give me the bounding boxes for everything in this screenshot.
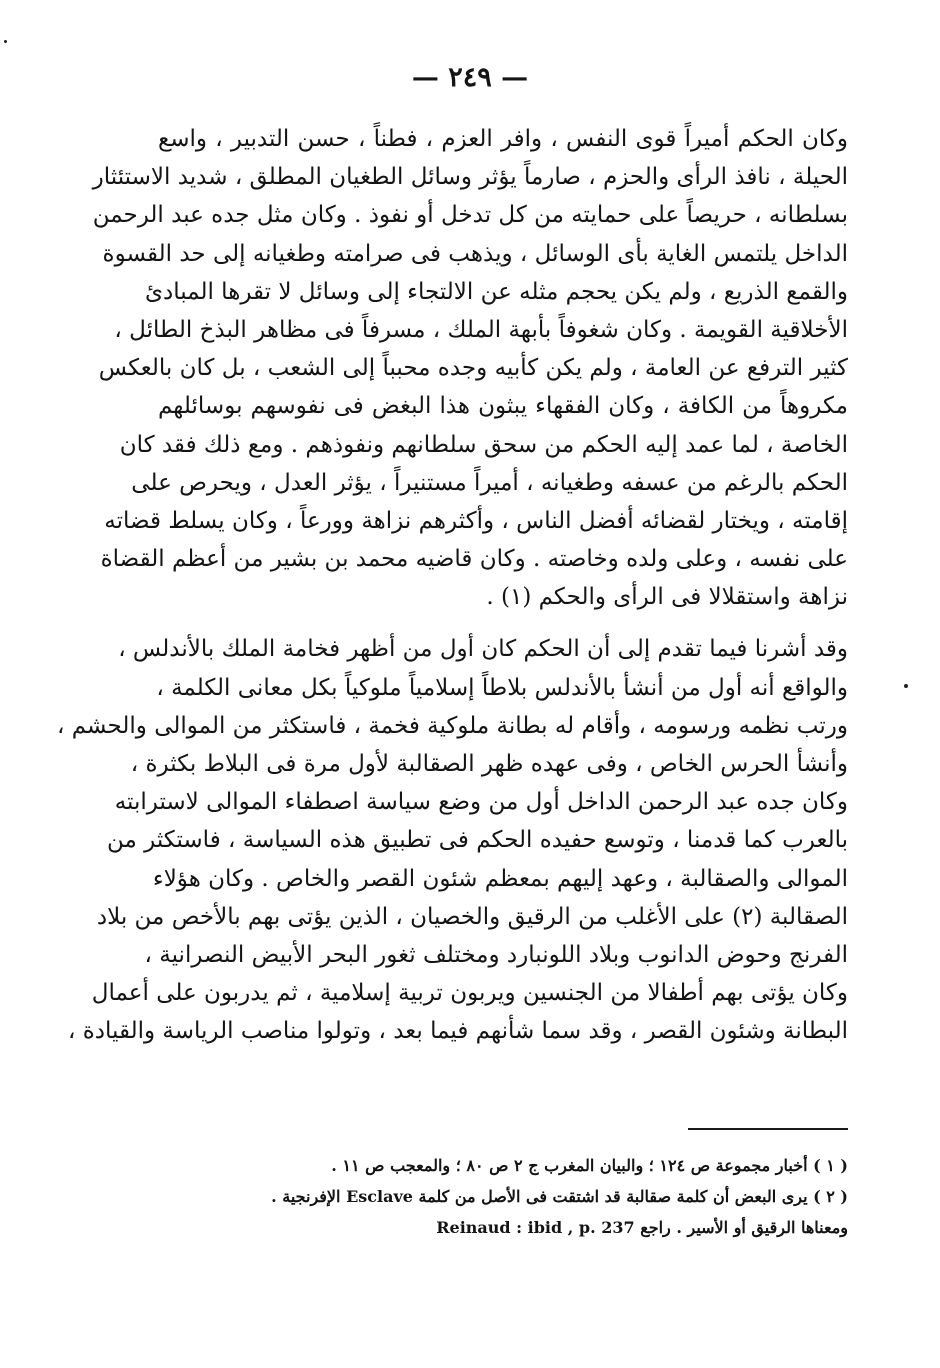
text-line: البطانة وشئون القصر ، وقد سما شأنهم فيما بعد ، وتولوا مناصب الرياسة والقيادة ، — [67, 1018, 848, 1045]
text-line: كثير الترفع عن العامة ، ولم يكن كأبيه وجده محبباً إلى الشعب ، بل كان بالعكس — [98, 355, 848, 382]
paragraph-1 — [92, 120, 848, 616]
text-line: بسلطانه ، حريصاً على حمايته من كل تدخل أو نفوذ . وكان مثل جده عبد الرحمن — [92, 202, 848, 229]
text-line: ورتب نظمه ورسومه ، وأقام له بطانة ملوكية فخمة ، فاستكثر من الموالى والحشم ، — [56, 712, 848, 739]
text-line: الداخل يلتمس الغاية بأى الوسائل ، ويذهب فى صرامته وطغيانه إلى حد القسوة — [102, 240, 848, 267]
text-line: وكان يؤتى بهم أطفالا من الجنسين ويربون تربية إسلامية ، ثم يدربون على أعمال — [91, 980, 848, 1007]
text-line: مكروهاً من الكافة ، وكان الفقهاء يبثون هذا البغض فى نفوسهم بوسائلهم — [158, 393, 848, 420]
text-line: إقامته ، ويختار لقضائه أفضل الناس ، وأكثرهم نزاهة وورعاً ، وكان يسلط قضاته — [104, 507, 848, 534]
text-line: الحيلة ، نافذ الرأى والحزم ، صارماً يؤثر وسائل الطغيان المطلق ، شديد الاستئثار — [92, 164, 848, 191]
text-line: وكان جده عبد الرحمن الداخل أول من وضع سياسة اصطفاء الموالى لاسترابته — [114, 789, 848, 816]
footnote-2: ( ٢ ) يرى البعض أن كلمة صقالبة قد اشتقت فى الأصل من كلمة Esclave الإفرنجية . — [271, 1187, 848, 1206]
text-line: والواقع أنه أول من أنشأ بالأندلس بلاطاً إسلامياً ملوكياً بكل معانى الكلمة ، — [156, 674, 848, 701]
text-line: بالعرب كما قدمنا ، وتوسع حفيده الحكم فى تطبيق هذه السياسة ، فاستكثر من — [107, 827, 848, 854]
text-line: الصقالبة (٢) على الأغلب من الرقيق والخصيان ، الذين يؤتى بهم بالأخص من بلاد — [96, 903, 848, 930]
footnote-2-continued: ومعناها الرقيق أو الأسير . راجع Reinaud : ibid , p. 237 — [436, 1218, 848, 1237]
text-line: الفرنج وحوض الدانوب وبلاد اللونبارد ومختلف ثغور البحر الأبيض النصرانية ، — [144, 941, 848, 968]
text-line: على نفسه ، وعلى ولده وخاصته . وكان قاضيه محمد بن بشير من أعظم القضاة — [100, 546, 848, 573]
paragraph-2 — [56, 630, 848, 1050]
text-line: الأخلاقية القويمة . وكان شغوفاً بأبهة الملك ، مسرفاً فى مظاهر البذخ الطائل ، — [114, 316, 848, 343]
text-line: وكان الحكم أميراً قوى النفس ، وافر العزم ، فطناً ، حسن التدبير ، واسع — [158, 126, 848, 152]
text-line: وأنشأ الحرس الخاص ، وفى عهده ظهر الصقالبة لأول مرة فى البلاط بكثرة ، — [130, 751, 848, 777]
footnote-1: ( ١ ) أخبار مجموعة ص ١٢٤ ؛ والبيان المغرب ج ٢ ص ٨٠ ؛ والمعجب ص ١١ . — [331, 1156, 848, 1175]
footnotes — [158, 1150, 848, 1243]
text-line: والقمع الذريع ، ولم يكن يحجم مثله عن الالتجاء إلى وسائل لا تقرها المبادئ — [144, 278, 848, 305]
scan-speck — [904, 684, 908, 688]
text-line: الخاصة ، لما عمد إليه الحكم من سحق سلطانهم ونفوذهم . ومع ذلك فقد كان — [119, 431, 848, 458]
page-number: — ٢٤٩ — — [411, 62, 529, 93]
footnote-divider — [688, 1128, 848, 1130]
body-text — [56, 120, 848, 1051]
text-line: الموالى والصقالبة ، وعهد إليهم بمعظم شئون القصر والخاص . وكان هؤلاء — [152, 865, 848, 892]
text-line: وقد أشرنا فيما تقدم إلى أن الحكم كان أول من أظهر فخامة الملك بالأندلس ، — [118, 636, 848, 663]
scan-speck — [4, 40, 7, 43]
text-line: نزاهة واستقلالا فى الرأى والحكم (١) . — [486, 584, 848, 611]
text-line: الحكم بالرغم من عسفه وطغيانه ، أميراً مستنيراً ، يؤثر العدل ، ويحرص على — [131, 469, 848, 496]
